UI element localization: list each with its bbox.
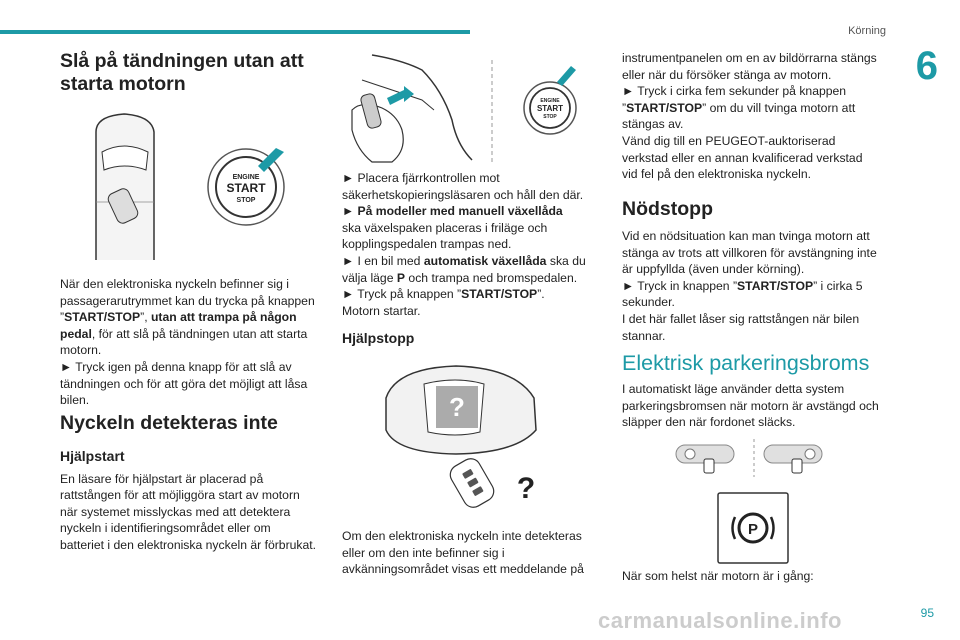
text: och trampa ned bromspedalen.	[405, 270, 578, 285]
paragraph-ignition	[60, 276, 318, 359]
step-manual-gearbox-text: ska växelspaken placeras i friläge och kopplingspedalen trampas ned.	[342, 220, 548, 252]
column-3	[622, 50, 880, 183]
subheading: Hjälpstopp	[342, 330, 415, 346]
paragraph-continued: instrumentpanelen om en av bildörrarna stängs eller när du försöker stänga av motorn.	[622, 51, 877, 82]
col3-heading-block	[622, 198, 880, 221]
running-head: Körning	[848, 25, 886, 37]
paragraph-steering-lock: I det här fallet låser sig rattstången när bilen stannar.	[622, 311, 860, 343]
col3-big-title-block	[622, 350, 880, 376]
button-text-stop: STOP	[543, 114, 557, 120]
bold-text: automatisk växellåda	[423, 253, 547, 268]
col1-sub-block	[60, 448, 318, 554]
text: ” i cirka 5 sekunder.	[622, 278, 863, 310]
paragraph-engine-running: När som helst när motorn är i gång:	[622, 569, 814, 583]
step-place-remote: ► Placera fjärrkontrollen mot säkerhetskopieringsläsaren och håll den där.	[342, 171, 584, 202]
bold-text: START/STOP	[737, 278, 814, 293]
button-text-start: START	[226, 181, 266, 195]
text: ”,	[140, 310, 151, 325]
section-heading: Nyckeln detekteras inte	[60, 412, 278, 434]
col2-paragraph	[342, 528, 600, 578]
header-accent-bar	[0, 30, 470, 34]
bold-text: START/STOP	[626, 100, 703, 115]
question-mark: ?	[516, 472, 536, 505]
text: , för att slå på tändningen utan att starta motorn.	[60, 326, 308, 358]
col2-sub-block	[342, 330, 600, 347]
step-engine-starts: Motorn startar.	[342, 303, 421, 318]
text: ► Tryck in knappen ”	[622, 278, 738, 293]
text: ska du välja läge	[342, 253, 586, 285]
text: ► I en bil med	[342, 253, 424, 268]
col3-auto-mode	[622, 381, 880, 431]
col3-engine-running	[622, 568, 880, 585]
paragraph-force-stop	[622, 83, 880, 133]
bold-text: utan att trampa på någon pedal	[60, 310, 297, 341]
section-heading: Nödstopp	[622, 198, 713, 220]
col3-emergency	[622, 228, 880, 344]
figure-key-not-detected	[376, 358, 556, 518]
paragraph-workshop: Vänd dig till en PEUGEOT-auktoriserad verkstad eller en annan kvalificerad verkstad vid fel på den elektroniska nyckeln.	[622, 133, 863, 182]
text: ” om du vill tvinga motorn att stängas av.	[622, 100, 856, 132]
subheading: Hjälpstart	[60, 448, 125, 464]
parking-brake-illustration	[672, 437, 842, 567]
page-number: 95	[920, 606, 934, 620]
bold-text: START/STOP	[461, 287, 538, 302]
bold-text: P	[396, 270, 406, 285]
button-text-stop: STOP	[236, 197, 256, 204]
figure-key-reader	[342, 50, 582, 168]
paragraph-not-detected: Om den elektroniska nyckeln inte detekteras eller om den inte befinner sig i avkänningsområdet visas ett meddelande på	[342, 529, 584, 577]
button-text-engine: ENGINE	[540, 98, 560, 104]
button-text-engine: ENGINE	[232, 174, 260, 181]
svg-text:P: P	[747, 521, 759, 538]
section-title: Slå på tändningen utan att starta motorn	[60, 50, 304, 95]
col1-heading-block	[60, 412, 318, 435]
paragraph-step: ► Tryck igen på denna knapp för att slå av tändningen och för att göra det möjligt att låsa bilen.	[60, 359, 308, 408]
figure-key-in-car	[86, 112, 296, 262]
figure-parking-brake	[672, 437, 842, 567]
paragraph-backup-start: En läsare för hjälpstart är placerad på rattstången för att möjliggöra start av motorn när systemet misslyckas med att detektera nyckeln i identifieringsområdet eller om batteriet i den elektroniska nyckeln är förbrukat.	[60, 471, 317, 552]
step-manual-gearbox	[342, 203, 600, 220]
text: När den elektroniska nyckeln befinner sig i passagerarutrymmet kan du trycka på knappen ”	[60, 277, 315, 325]
question-mark: ?	[449, 392, 465, 422]
chapter-number: 6	[915, 44, 938, 88]
section-title-parking-brake: Elektrisk parkeringsbroms	[622, 351, 870, 375]
watermark: carmanualsonline.info	[598, 608, 842, 633]
button-text-start: START	[536, 104, 564, 113]
step-press-button	[342, 286, 600, 303]
col2-steps	[342, 170, 600, 319]
key-on-reader-illustration	[342, 50, 582, 168]
bold-text: START/STOP	[64, 310, 141, 325]
bold-text: ► På modeller med manuell växellåda	[342, 204, 563, 219]
paragraph-auto-mode: I automatiskt läge använder detta system parkeringsbromsen när motorn är avstängd och släpper den när fordonet släcks.	[622, 382, 879, 430]
paragraph-emergency-step	[622, 278, 880, 311]
text: ► Tryck i cirka fem sekunder på knappen ”	[622, 84, 847, 115]
key-not-detected-illustration	[376, 358, 556, 518]
paragraph-emergency: Vid en nödsituation kan man tvinga motorn att stänga av trots att villkoren för avstängning inte är uppfyllda (även under körning).	[622, 229, 877, 277]
text: ”.	[537, 287, 545, 302]
column-1	[60, 50, 318, 96]
text: ► Tryck på knappen ”	[342, 287, 462, 302]
step-automatic-gearbox	[342, 253, 600, 286]
car-key-illustration	[86, 112, 296, 262]
col1-body	[60, 276, 318, 409]
